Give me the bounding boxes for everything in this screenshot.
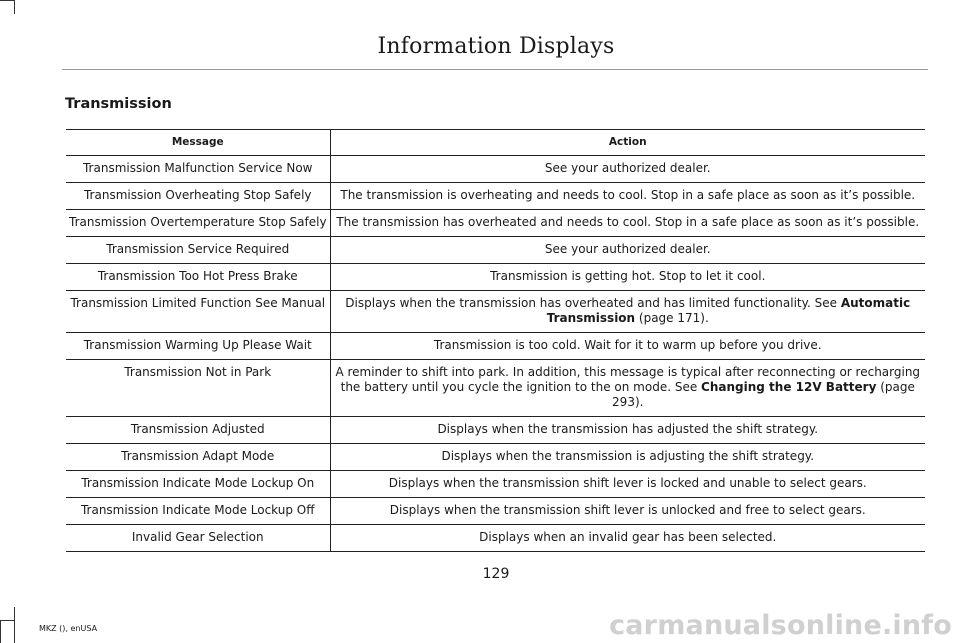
action-cell: The transmission has overheated and needs to cool. Stop in a safe place as soon as it’s possible. — [330, 210, 925, 237]
page-number: 129 — [482, 566, 510, 582]
watermark: carmanualsonline.info — [609, 610, 952, 641]
page-reference: (page 171). — [635, 311, 709, 325]
message-cell: Transmission Warming Up Please Wait — [66, 333, 330, 360]
table-row — [66, 183, 925, 210]
crop-mark — [0, 620, 1, 643]
action-cell: Transmission is getting hot. Stop to let it cool. — [330, 264, 925, 291]
table-row — [66, 333, 925, 360]
table-row — [66, 156, 925, 183]
action-cell: Displays when the transmission is adjusting the shift strategy. — [330, 444, 925, 471]
action-cell: Displays when the transmission has adjusted the shift strategy. — [330, 417, 925, 444]
header-divider — [62, 69, 928, 70]
message-cell: Transmission Overtemperature Stop Safely — [66, 210, 330, 237]
table-row — [66, 417, 925, 444]
action-cell: Transmission is too cold. Wait for it to warm up before you drive. — [330, 333, 925, 360]
column-header-action: Action — [330, 130, 925, 156]
action-cell — [330, 360, 925, 417]
table-row — [66, 360, 925, 417]
table-row — [66, 444, 925, 471]
message-cell: Transmission Adjusted — [66, 417, 330, 444]
page-header-title: Information Displays — [377, 34, 615, 59]
table-row — [66, 210, 925, 237]
message-cell: Transmission Malfunction Service Now — [66, 156, 330, 183]
table-row — [66, 525, 925, 552]
table-row — [66, 237, 925, 264]
column-header-message: Message — [66, 130, 330, 156]
cross-reference-link[interactable]: Automatic Transmission — [546, 296, 911, 325]
action-cell: See your authorized dealer. — [330, 156, 925, 183]
action-cell: Displays when the transmission shift lever is unlocked and free to select gears. — [330, 498, 925, 525]
message-cell: Transmission Too Hot Press Brake — [66, 264, 330, 291]
message-cell: Transmission Indicate Mode Lockup On — [66, 471, 330, 498]
crop-mark — [0, 0, 14, 1]
table-row — [66, 471, 925, 498]
action-cell: Displays when the transmission shift lever is locked and unable to select gears. — [330, 471, 925, 498]
action-text: Displays when the transmission has overheated and has limited functionality. See — [345, 296, 841, 310]
action-cell: The transmission is overheating and needs to cool. Stop in a safe place as soon as it’s possible. — [330, 183, 925, 210]
crop-mark — [14, 0, 15, 14]
transmission-messages-table — [66, 129, 925, 552]
crop-mark — [14, 607, 15, 643]
table-header-row — [66, 130, 925, 156]
message-cell: Transmission Overheating Stop Safely — [66, 183, 330, 210]
cross-reference-link[interactable]: Changing the 12V Battery — [701, 380, 877, 394]
table-row — [66, 498, 925, 525]
action-cell: Displays when an invalid gear has been selected. — [330, 525, 925, 552]
crop-mark — [0, 620, 14, 621]
page-reference: (page 293). — [612, 380, 915, 409]
message-cell: Invalid Gear Selection — [66, 525, 330, 552]
action-cell — [330, 291, 925, 333]
message-cell: Transmission Not in Park — [66, 360, 330, 417]
table-row — [66, 264, 925, 291]
action-text: A reminder to shift into park. In addition, this message is typical after reconnecting or recharging the battery until you cycle the ignition to the on mode. See — [335, 365, 921, 394]
message-cell: Transmission Adapt Mode — [66, 444, 330, 471]
table-row — [66, 291, 925, 333]
message-cell: Transmission Indicate Mode Lockup Off — [66, 498, 330, 525]
message-cell: Transmission Service Required — [66, 237, 330, 264]
action-cell: See your authorized dealer. — [330, 237, 925, 264]
message-cell: Transmission Limited Function See Manual — [66, 291, 330, 333]
footer-code: MKZ (), enUSA — [39, 624, 98, 633]
section-title: Transmission — [65, 96, 172, 112]
